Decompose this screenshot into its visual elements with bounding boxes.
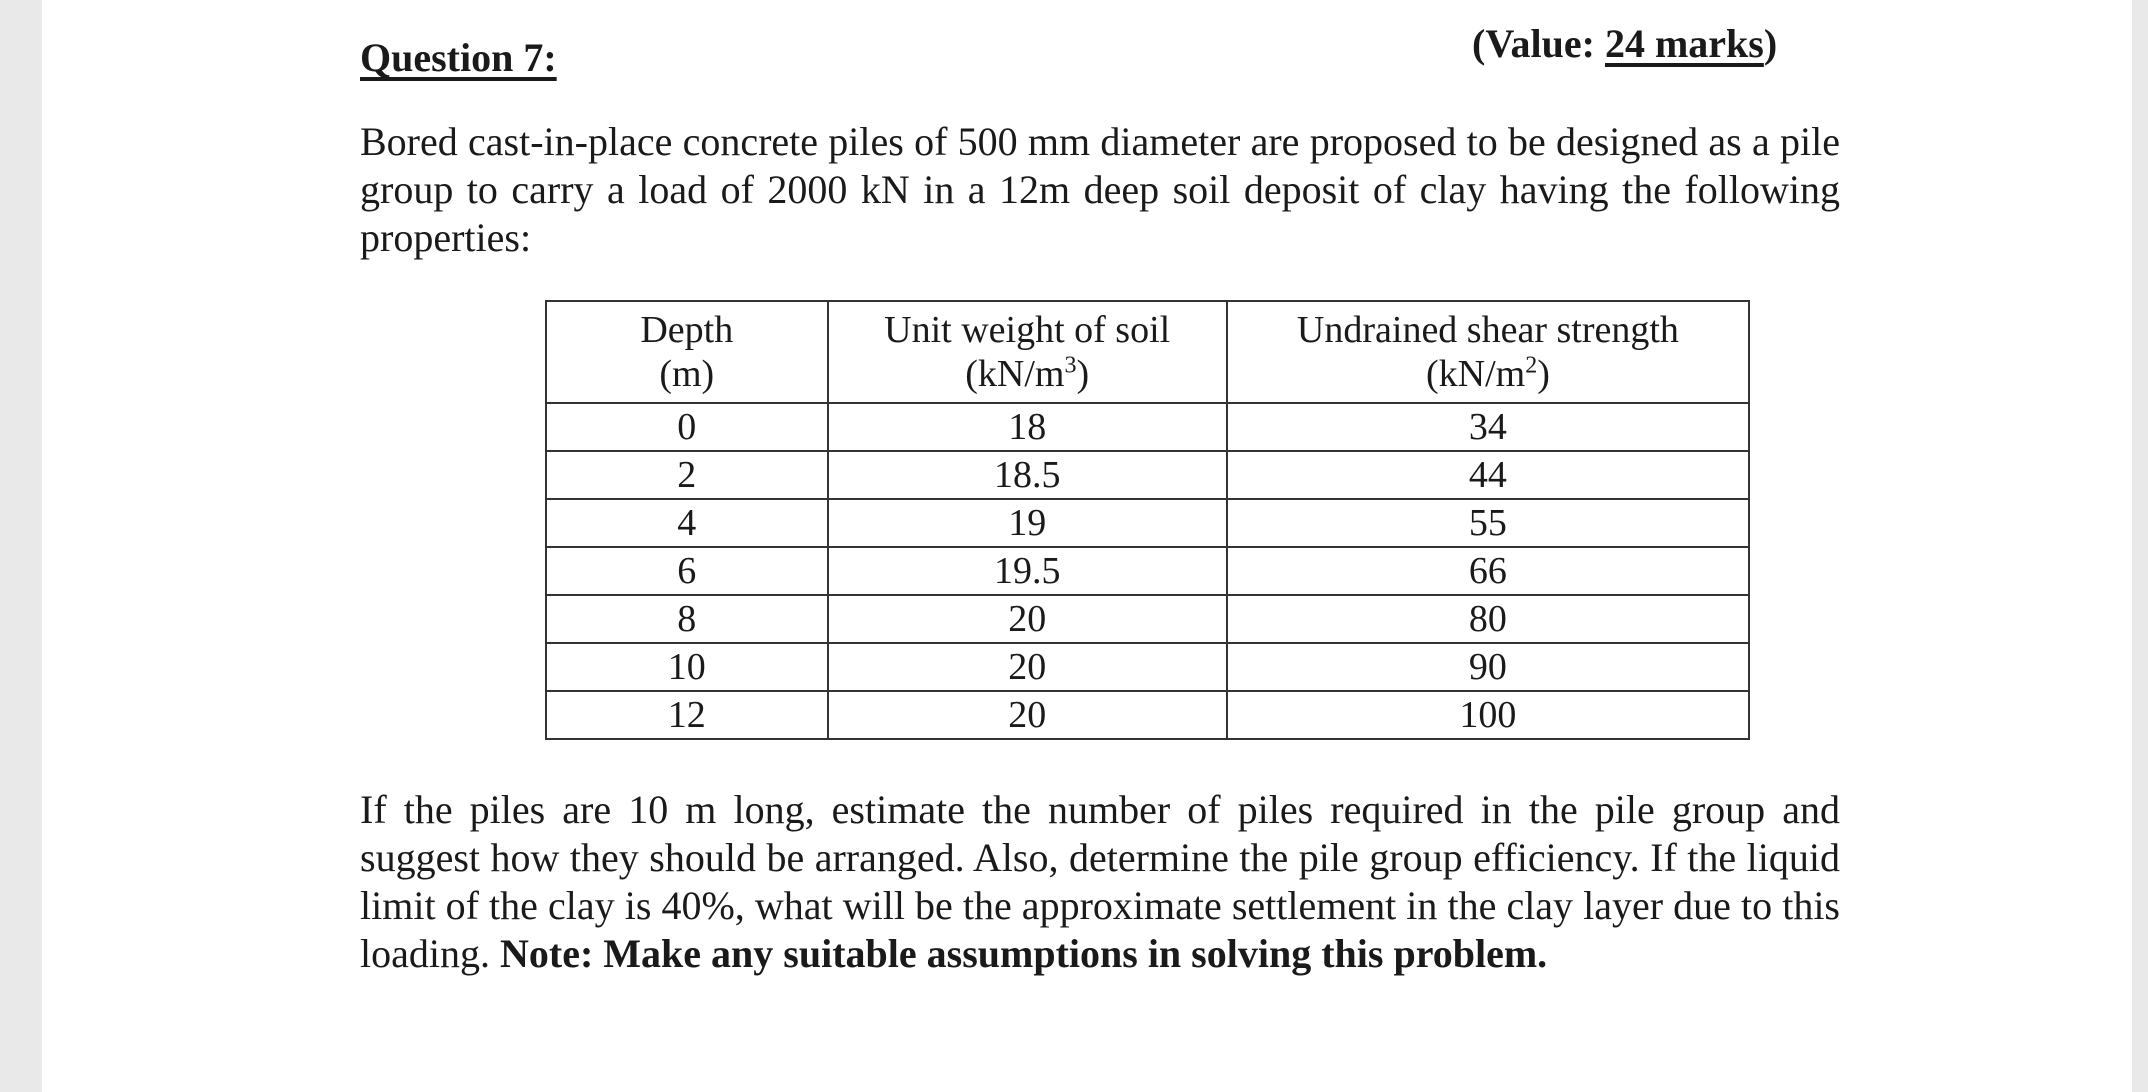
shear-strength-cell: 80 xyxy=(1227,595,1749,643)
depth-cell: 10 xyxy=(546,643,828,691)
unit-weight-cell: 20 xyxy=(828,691,1227,739)
table-row xyxy=(546,499,1749,547)
question-text: If the piles are 10 m long, estimate the number of piles required in the pile group and suggest how they should be arranged. Also, determine the pile group efficiency. If the liquid limit of the clay is 40%, what will be the approximate settlement in the clay layer due to this loading. xyxy=(360,787,1840,976)
unit-weight-cell: 19.5 xyxy=(828,547,1227,595)
intro-paragraph: Bored cast-in-place concrete piles of 500 mm diameter are proposed to be designed as a pile group to carry a load of 2000 kN in a 12m deep soil deposit of clay having the following properties: xyxy=(360,119,1840,260)
depth-cell: 12 xyxy=(546,691,828,739)
depth-cell: 8 xyxy=(546,595,828,643)
depth-cell: 4 xyxy=(546,499,828,547)
soil-properties-table xyxy=(545,300,1750,740)
header-unit-weight: Unit weight of soil $(kN/m^3)$ xyxy=(828,301,1227,403)
header-shear-strength: Undrained shear strength $(kN/m^2)$ xyxy=(1227,301,1749,403)
note-text: Note: Make any suitable assumptions in solving this problem. xyxy=(499,931,1548,976)
table-row xyxy=(546,691,1749,739)
unit-weight-cell: 18.5 xyxy=(828,451,1227,499)
unit-weight-cell: 18 xyxy=(828,403,1227,451)
table-row xyxy=(546,643,1749,691)
depth-cell: 0 xyxy=(546,403,828,451)
value-marks xyxy=(1472,20,1777,67)
unit-weight-cell: 20 xyxy=(828,643,1227,691)
document-page xyxy=(42,0,2132,1092)
depth-cell: 6 xyxy=(546,547,828,595)
question-title: Question 7: xyxy=(360,35,557,80)
shear-strength-cell: 90 xyxy=(1227,643,1749,691)
unit-weight-cell: 20 xyxy=(828,595,1227,643)
shear-strength-cell: 66 xyxy=(1227,547,1749,595)
table-row xyxy=(546,451,1749,499)
value-prefix: (Value: xyxy=(1472,21,1605,66)
marks-count: 24 marks xyxy=(1604,21,1764,66)
table-row xyxy=(546,403,1749,451)
depth-cell: 2 xyxy=(546,451,828,499)
table-header-row xyxy=(546,301,1749,403)
shear-strength-cell: 34 xyxy=(1227,403,1749,451)
shear-strength-cell: 44 xyxy=(1227,451,1749,499)
unit-weight-cell: 19 xyxy=(828,499,1227,547)
question-paragraph xyxy=(360,786,1840,978)
table-row xyxy=(546,547,1749,595)
value-suffix: ) xyxy=(1763,21,1778,66)
shear-strength-cell: 55 xyxy=(1227,499,1749,547)
header-depth: Depth (m) xyxy=(546,301,828,403)
shear-strength-cell: 100 xyxy=(1227,691,1749,739)
table-row xyxy=(546,595,1749,643)
